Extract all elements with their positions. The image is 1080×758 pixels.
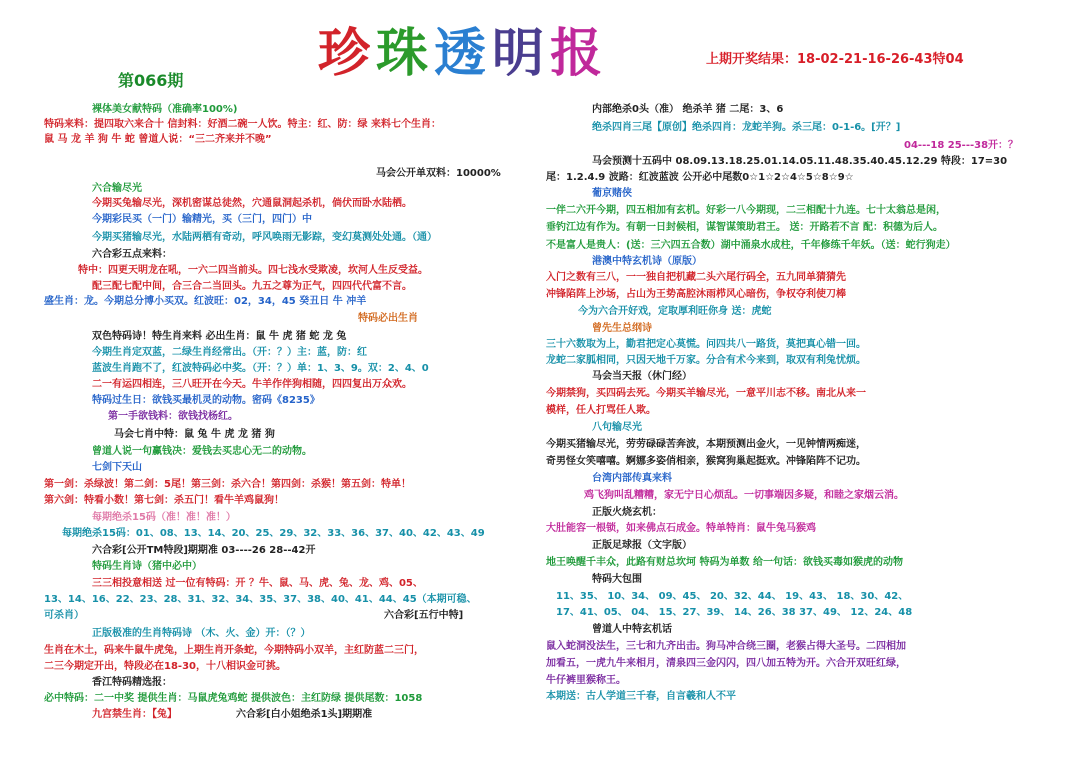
left-text-line: 配三配七配中间，合三合二当回头。九五之尊为正气，四四代代富不言。 <box>92 281 412 292</box>
right-text-line: 马会当天报（休门经） <box>592 371 692 382</box>
right-text-line: 正版火烧玄机： <box>592 507 662 518</box>
right-text-line: 地王唤醒千丰众，此路有财总坎坷 特码为单数 给一句话：欲钱买毒如猴虎的动物 <box>546 557 903 568</box>
right-text-line: 尾：1.2.4.9 波路：红波蓝波 公开必中尾数0☆1☆2☆4☆5☆8☆9☆ <box>546 172 854 183</box>
right-text-line: 正版足球报（文字版） <box>592 540 692 551</box>
left-text-line: 香江特码精选报： <box>92 677 172 688</box>
left-text-line: 双色特码诗！特生肖来料 必出生肖：鼠 牛 虎 猪 蛇 龙 兔 <box>92 331 347 342</box>
right-text-line: 加看五，一虎九牛来相月，清泉四三金闪闪，四八加五特为开。六合开双旺红绿， <box>546 658 906 669</box>
right-text-line: 港澳中特玄机诗（原版） <box>592 256 702 267</box>
right-text-line: 大肚能容一根锁，如来佛点石成金。特单特肖：鼠牛兔马猴鸡 <box>546 523 816 534</box>
left-text-line: 盛生肖：龙。今期总分博小买双。红波旺：02，34，45 癸丑日 牛 冲羊 <box>44 296 367 307</box>
left-text-line: 六合彩[公开TM特段]期期准 03----26 28--42开 <box>92 545 316 556</box>
right-text-line: 牛仔裤里猴称王。 <box>546 675 626 686</box>
right-text-line: 鸡飞狗叫乱糟糟，家无宁日心烦乱。一切事端因多疑，和睦之家烟云消。 <box>584 490 904 501</box>
right-text-line: 17、41、05、 04、 15、27、39、 14、26、38 37、49、 12、24、48 <box>556 607 913 618</box>
left-text-line: 六合彩五点来料： <box>92 249 172 260</box>
left-text-line: 九宫禁生肖：【兔】 <box>92 709 177 720</box>
right-text-line: 八句输尽光 <box>592 422 642 433</box>
right-text-line: 龙蛇二家胍相同，只因天地千万家。分合有术今来到，取双有利兔忧烦。 <box>546 355 866 366</box>
left-text-line: 特码过生日：欲钱买最机灵的动物。密码《8235》 <box>92 395 320 406</box>
left-text-line: 每期绝杀15码：01、08、13、14、20、25、29、32、33、36、37、40、42、43、49 <box>62 528 485 539</box>
left-text-line: 二一有运四相连，三八旺开在今天。牛羊作伴狗相随，四四复出万众欢。 <box>92 379 412 390</box>
left-text-line: 第六剑：特看小数！第七剑：杀五门！看牛羊鸡鼠狗！ <box>44 495 284 506</box>
left-text-line: 裸体美女献特码（准确率100%) <box>92 104 238 115</box>
left-text-line: 二三今期定开出，特段必在18-30，十八相识金可挑。 <box>44 661 286 672</box>
left-text-line: 六合彩[白小姐绝杀1头]期期准 <box>236 709 373 720</box>
right-text-line: 模样，任人打骂任人欺。 <box>546 405 656 416</box>
left-text-line: 今期彩民买（一门）输精光，买（三门，四门）中 <box>92 214 312 225</box>
masthead-char: 报 <box>550 23 609 84</box>
right-text-line: 今期买猪输尽光，劳劳碌碌苦奔波，本期预测出金火，一见钟情两痴迷， <box>546 439 866 450</box>
left-text-line: 特中：四更天明龙在吼，一六二四当前头。四七浅水受欺凌，坎河人生反受益。 <box>78 265 428 276</box>
masthead-title <box>318 24 608 84</box>
masthead-char: 珍 <box>318 23 377 84</box>
right-text-line: 内部绝杀0头（准） 绝杀羊 猪 二尾：3、6 <box>592 104 784 115</box>
right-text-line: 今期禁狗，买四码去死。今期买羊输尽光，一意平川志不移。南北从来一 <box>546 388 866 399</box>
left-text-line: 特码必出生肖 <box>358 313 418 324</box>
right-text-line: 特码大包围 <box>592 574 642 585</box>
right-text-line: 绝杀四肖三尾【原创】绝杀四肖：龙蛇羊狗。杀三尾：0-1-6。[开？] <box>592 122 901 133</box>
right-text-line: 今为六合开好戏，定取厚利旺你身 送：虎蛇 <box>578 306 772 317</box>
left-text-line: 六合输尽光 <box>92 183 142 194</box>
left-text-line: 必中特码：二一中奖 提供生肖：马鼠虎兔鸡蛇 提供波色：主红防绿 提供尾数：1058 <box>44 693 423 704</box>
left-text-line: 可杀肖） <box>44 610 84 621</box>
left-text-line: 今期买兔输尽光，深机密谋总徒然，穴通鼠洞起杀机，倘伏而卧水陆栖。 <box>92 198 412 209</box>
left-text-line: 鼠 马 龙 羊 狗 牛 蛇 曾道人说：“三二齐来并不晚” <box>44 134 272 145</box>
left-text-line: 马会公开单双料：10000% <box>376 168 501 179</box>
right-text-line: 入门之数有三八，一一独自把机藏二头六尾行码全，五九同单猜猜先 <box>546 272 846 283</box>
right-text-line: 奇男怪女笑嘻嘻。婀娜多姿俏相亲，猴窝狗巢起挺欢。冲锋陷阵不记功。 <box>546 456 866 467</box>
left-text-line: 生肖在木土，码来牛鼠牛虎兔，上期生肖开条蛇，今期特码小双羊，主红防蓝二三门， <box>44 645 424 656</box>
right-text-line: 三十六数取为上，勤君把定心莫慌。问四共八一路货，莫把真心错一回。 <box>546 339 866 350</box>
last-draw-result: 上期开奖结果：18-02-21-16-26-43特04 <box>706 52 964 67</box>
left-text-line: 特码生肖诗（猪中必中） <box>92 561 202 572</box>
left-text-line: 今期买猪输尽光，水陆两栖有奇动，呼风唤雨无影踪，变幻莫测处处通。（通） <box>92 232 437 243</box>
right-text-line: 垂钓江边有作为。有朝一日封候相，谋智谋策助君王。 送：开路若不言 配：积德为后人。 <box>546 222 943 233</box>
left-text-line: 13、14、16、22、23、28、31、32、34、35、37、38、40、41、44、45（本期可稳、 <box>44 594 477 605</box>
right-text-line: 曾先生总纲诗 <box>592 323 652 334</box>
left-text-line: 第一手欲钱料：欲钱找杨红。 <box>108 411 238 422</box>
right-text-line: 台湾内部传真来料 <box>592 473 672 484</box>
left-text-line: 特码来料：提四取六来合十 信封料：好酒二碗一人饮。特主：红、防：绿 来料七个生肖： <box>44 119 441 130</box>
left-text-line: 蓝波生肖跑不了，红波特码必中奖。（开：？）单：1、3、9。双：2、4、0 <box>92 363 429 374</box>
masthead-char: 珠 <box>376 23 435 84</box>
right-text-line: 冲锋陷阵上沙场，占山为王势高腔沐雨栉风心暗伤，争权夺利使刀棒 <box>546 289 846 300</box>
right-text-line: 04---18 25---38开：？ <box>904 140 1019 151</box>
right-text-line: 鼠入蛇洞没法生，三七和九齐出击。狗马冲合绕三圈，老猴占得大圣号。二四相加 <box>546 641 906 652</box>
right-text-line: 马会预测十五码中 08.09.13.18.25.01.14.05.11.48.35.40.45.12.29 特段：17=30 <box>592 156 1008 167</box>
masthead-char: 明 <box>492 23 551 84</box>
right-text-line: 一伴二六开今期，四五相加有玄机。好彩一八今期现，二三相配十九连。七十太翁总是闲， <box>546 205 946 216</box>
right-text-line: 葡京赌侠 <box>592 188 632 199</box>
left-text-line: 三三相投意相送 过一位有特码：开 ？牛、鼠、马、虎、兔、龙、鸡、05、 <box>92 578 423 589</box>
left-text-line: 第一剑：杀绿波！第二剑：5尾！第三剑：杀六合！第四剑：杀猴！第五剑：特单！ <box>44 479 411 490</box>
left-text-line: 每期绝杀15码（准！准！准！） <box>92 512 236 523</box>
left-text-line: 曾道人说一句赢钱决：爱钱去买忠心无二的动物。 <box>92 446 312 457</box>
left-text-line: 正版极准的生肖特码诗 （木、火、金）开：（？） <box>92 628 311 639</box>
masthead-char: 透 <box>434 23 493 84</box>
right-text-line: 11、35、 10、34、 09、45、 20、32、44、 19、43、 18、30、42、 <box>556 591 909 602</box>
right-text-line: 不是富人是贵人：(送：三六四五合数）湖中涌泉水成柱，千年修练千年妖。（送：蛇行狗走） <box>546 240 956 251</box>
left-text-line: 马会七肖中特：鼠 兔 牛 虎 龙 猪 狗 <box>114 429 275 440</box>
left-text-line: 六合彩[五行中特] <box>384 610 464 621</box>
issue-number: 第066期 <box>118 71 184 90</box>
right-text-line: 本期送：古人学道三千春，自言羲和人不平 <box>546 691 736 702</box>
right-text-line: 曾道人中特玄机话 <box>592 624 672 635</box>
left-text-line: 今期生肖定双蓝，二绿生肖经常出。（开：？）主：蓝，防：红 <box>92 347 367 358</box>
left-text-line: 七剑下天山 <box>92 462 142 473</box>
